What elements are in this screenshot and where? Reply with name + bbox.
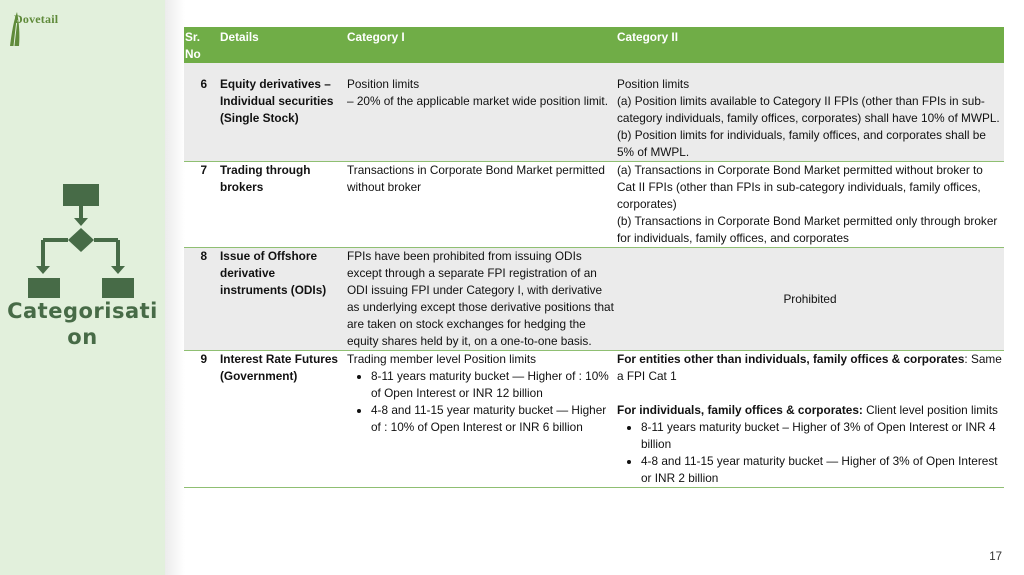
category-1-cell — [346, 351, 616, 488]
category-2-cell — [616, 162, 1004, 248]
category-1-cell — [346, 248, 616, 351]
sr-no: 9 — [184, 351, 219, 488]
text-line: (a) Transactions in Corporate Bond Market permitted without broker to Cat II FPIs (other than FPIs in sub-category individuals, family offices, corporates) — [617, 163, 983, 211]
details: Equity derivatives – Individual securities (Single Stock) — [219, 76, 346, 162]
text-line: For entities other than individuals, family offices & corporates: Same a FPI Cat 1 — [617, 352, 1002, 383]
table-row — [184, 162, 1004, 248]
category-2-cell — [616, 76, 1004, 162]
flowchart-icon — [28, 182, 138, 302]
table-header-row — [184, 27, 1004, 63]
list-item: • 4-8 and 11-15 year maturity bucket — Higher of 3% of Open Interest or INR 2 billion — [641, 453, 1003, 487]
text-line: (b) Transactions in Corporate Bond Market permitted only through broker for individuals, family offices, and corporates — [617, 214, 998, 245]
list-item: • 4-8 and 11-15 year maturity bucket — Higher of : 10% of Open Interest or INR 6 billion — [371, 402, 615, 436]
page-number: 17 — [989, 551, 1002, 563]
bullet-list — [347, 368, 615, 436]
text-line: For individuals, family offices & corporates: Client level position limits — [617, 403, 998, 417]
header-category-2: Category II — [616, 27, 1004, 63]
sidebar-shadow — [165, 0, 185, 575]
category-2-cell: Prohibited — [616, 248, 1004, 351]
details: Trading through brokers — [219, 162, 346, 248]
sr-no: 7 — [184, 162, 219, 248]
table-row — [184, 76, 1004, 162]
header-category-1: Category I — [346, 27, 616, 63]
list-item: • 8-11 years maturity bucket – Higher of 3% of Open Interest or INR 4 billion — [641, 419, 1003, 453]
category-2-cell — [616, 351, 1004, 488]
header-sr-no: Sr. No — [184, 27, 219, 63]
text-line: Position limits — [347, 77, 420, 91]
header-details: Details — [219, 27, 346, 63]
categorisation-table — [184, 27, 1004, 488]
sidebar — [0, 0, 165, 575]
logo-text: Dovetail — [14, 12, 59, 26]
text-line: (b) Position limits for individuals, family offices, and corporates shall be 5% of MWPL. — [617, 128, 986, 159]
text-line: Trading member level Position limits — [347, 352, 537, 366]
text-line: FPIs have been prohibited from issuing ODIs except through a separate FPI registration of an ODI issuing FPI under Category I, with derivative as underlying except those derivative positions that are taken on stock exchanges for hedging the equity shares held by it, on a one-to-one basis. — [347, 249, 614, 348]
table-row — [184, 248, 1004, 351]
details: Interest Rate Futures (Government) — [219, 351, 346, 488]
text-line: Transactions in Corporate Bond Market permitted without broker — [347, 163, 605, 194]
category-1-cell — [346, 162, 616, 248]
text-line: – 20% of the applicable market wide position limit. — [347, 94, 608, 108]
text-line: Position limits — [617, 77, 690, 91]
sr-no: 8 — [184, 248, 219, 351]
table-row — [184, 351, 1004, 488]
sidebar-title: Categorisati on — [7, 299, 158, 349]
list-item: • 8-11 years maturity bucket — Higher of : 10% of Open Interest or INR 12 billion — [371, 368, 615, 402]
bullet-list — [617, 419, 1003, 487]
category-1-cell — [346, 76, 616, 162]
details: Issue of Offshore derivative instruments (ODIs) — [219, 248, 346, 351]
text-line: (a) Position limits available to Category II FPIs (other than FPIs in sub-category individuals, family offices, corporates) shall have 10% of MWPL. — [617, 94, 1000, 125]
sr-no: 6 — [184, 76, 219, 162]
